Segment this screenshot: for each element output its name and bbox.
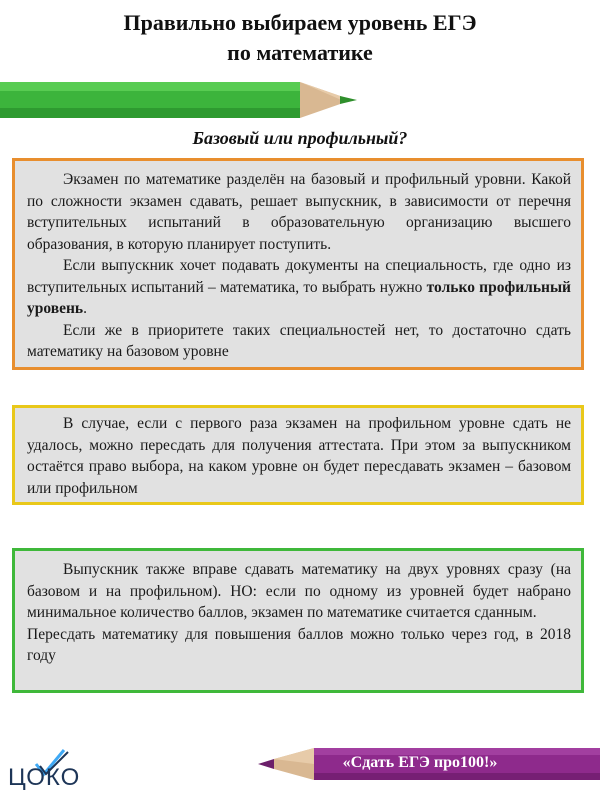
- title-line-2: по математике: [227, 40, 373, 65]
- green-paragraph-1: Выпускник также вправе сдавать математику на двух уровнях сразу (на базовом и на профильном). НО: если по одному из уровней будет набрано минимальное количество баллов, экзамен по математике считается сданным.: [27, 561, 571, 621]
- page-title: [0, 8, 600, 68]
- yellow-info-box: [12, 405, 584, 505]
- green-pencil-icon: [0, 80, 360, 120]
- orange-info-box: [12, 158, 584, 370]
- green-paragraph-2: Пересдать математику для повышения баллов можно только через год, в 2018 году: [27, 625, 571, 664]
- logo-text: ЦОКО: [8, 764, 81, 791]
- green-info-box: [12, 548, 584, 693]
- orange-paragraph-2-end: .: [83, 300, 87, 317]
- slogan-banner: «Сдать ЕГЭ про100!»: [342, 754, 498, 771]
- orange-paragraph-2-text: Если выпускник хочет подавать документы на специальность, где одно из вступительных испытаний – математика, то выбрать нужно: [27, 257, 571, 296]
- orange-paragraph-1: Экзамен по математике разделён на базовый и профильный уровни. Какой по сложности экзамен сдавать, решает выпускник, в зависимости от перечня вступительных испытаний в образовательную организацию высшего образования, в которую планирует поступить.: [27, 171, 571, 253]
- title-line-1: Правильно выбираем уровень ЕГЭ: [123, 10, 477, 35]
- orange-paragraph-2: [27, 255, 571, 320]
- yellow-paragraph-1: В случае, если с первого раза экзамен на профильном уровне сдать не удалось, можно пересдать для получения аттестата. При этом за выпускником остаётся право выбора, на каком уровне он будет пересдавать экзамен – базовом или профильном: [27, 415, 571, 497]
- orange-paragraph-2-bold: только профильный уровень: [27, 278, 571, 317]
- orange-paragraph-3: Если же в приоритете таких специальностей нет, то достаточно сдать математику на базовом уровне: [27, 321, 571, 360]
- subtitle: Базовый или профильный?: [192, 128, 408, 148]
